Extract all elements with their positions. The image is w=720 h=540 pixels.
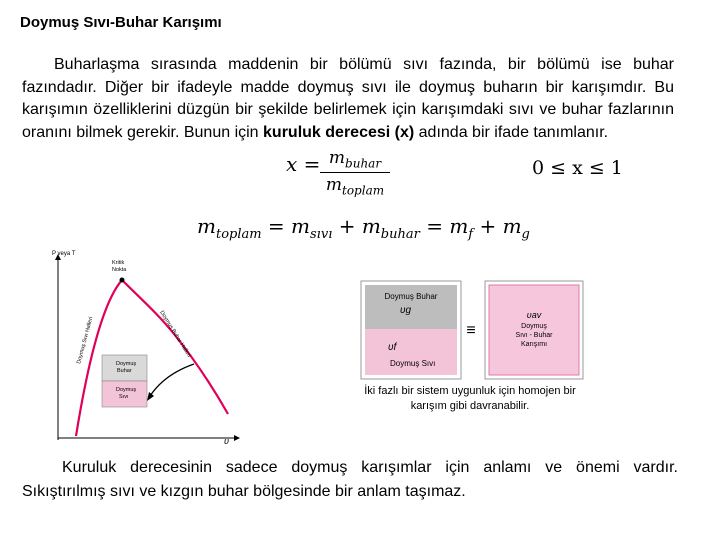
- quality-equation-lhs: x =: [286, 152, 321, 176]
- paragraph-intro-bold: kuruluk derecesi (x): [263, 123, 415, 141]
- x-axis-label: υ: [224, 436, 229, 444]
- liquid-phase-symbol: υf: [388, 342, 397, 353]
- box-vapor-label-1: Doymuş: [116, 361, 137, 367]
- page-title: Doymuş Sıvı-Buhar Karışımı: [20, 14, 222, 31]
- mixture-figure: [360, 280, 584, 382]
- paragraph-closing: [22, 456, 678, 504]
- mixture-label-3: Karışımı: [520, 341, 548, 348]
- quality-fraction: [320, 148, 390, 198]
- saturated-vapor-line-label: Doymuş Buhar Halleri: [158, 309, 192, 359]
- equivalence-sign: ≡: [466, 322, 476, 339]
- pointer-arrow-head-icon: [147, 392, 154, 401]
- saturation-dome-graph: [46, 244, 246, 444]
- mixture-symbol: υav: [526, 310, 542, 320]
- quality-numerator: $m_{buhar}$: [320, 148, 390, 173]
- critical-point-label-2: Nokta: [112, 267, 127, 273]
- quality-denominator: $m_{toplam}$: [325, 175, 385, 198]
- critical-point-dot: [120, 278, 125, 283]
- box-liquid-label-2: Sıvı: [119, 394, 129, 400]
- mixture-label-1: Doymuş: [521, 323, 547, 330]
- critical-point-label-1: Kritik: [112, 260, 125, 266]
- y-axis-label: P veya T: [52, 251, 76, 257]
- paragraph-intro-text: Buharlaşma sırasında maddenin bir bölümü sıvı fazında, bir bölümü ise buhar fazındadır. Diğer bir ifadeyle madde doymuş sıvı ile doymuş buharın bir karışımdır. Bu karışımın özelliklerini düzgün bir şekilde belirlemek için karışımdaki sıvı ve buhar fazlarının oranını bilmek gerekir. Bunun için: [22, 56, 674, 141]
- vapor-phase-label: Doymuş Buhar: [384, 292, 438, 301]
- liquid-phase-label: Doymuş Sıvı: [390, 359, 436, 368]
- figure-caption: İki fazlı bir sistem uygunluk için homojen bir karışım gibi davranabilir.: [364, 385, 576, 412]
- mass-equation: $m_{toplam} = m_{sıvı} + m_{buhar} = m_f + m_g$: [197, 214, 530, 242]
- mixture-fill: [489, 285, 579, 375]
- paragraph-closing-text: Kuruluk derecesinin sadece doymuş karışımlar için anlamı ve önemi vardır. Sıkıştırılmış sıvı ve kızgın buhar bölgesinde bir anlam taşımaz.: [22, 459, 678, 500]
- liquid-phase: [365, 329, 457, 375]
- paragraph-intro-end: adında bir ifade tanımlanır.: [418, 123, 609, 141]
- pointer-arrow: [150, 364, 194, 396]
- box-liquid-label-1: Doymuş: [116, 387, 137, 393]
- paragraph-intro: [22, 54, 674, 144]
- saturation-curve: [76, 280, 228, 436]
- mixture-label-2: Sıvı - Buhar: [515, 332, 553, 339]
- vapor-phase-symbol: υg: [400, 305, 412, 316]
- x-axis-arrow-icon: [234, 435, 240, 441]
- box-vapor-label-2: Buhar: [117, 368, 132, 374]
- quality-range: 0 ≤ x ≤ 1: [532, 157, 623, 179]
- saturated-liquid-line-label: Doymuş Sıvı Halleri: [76, 316, 95, 365]
